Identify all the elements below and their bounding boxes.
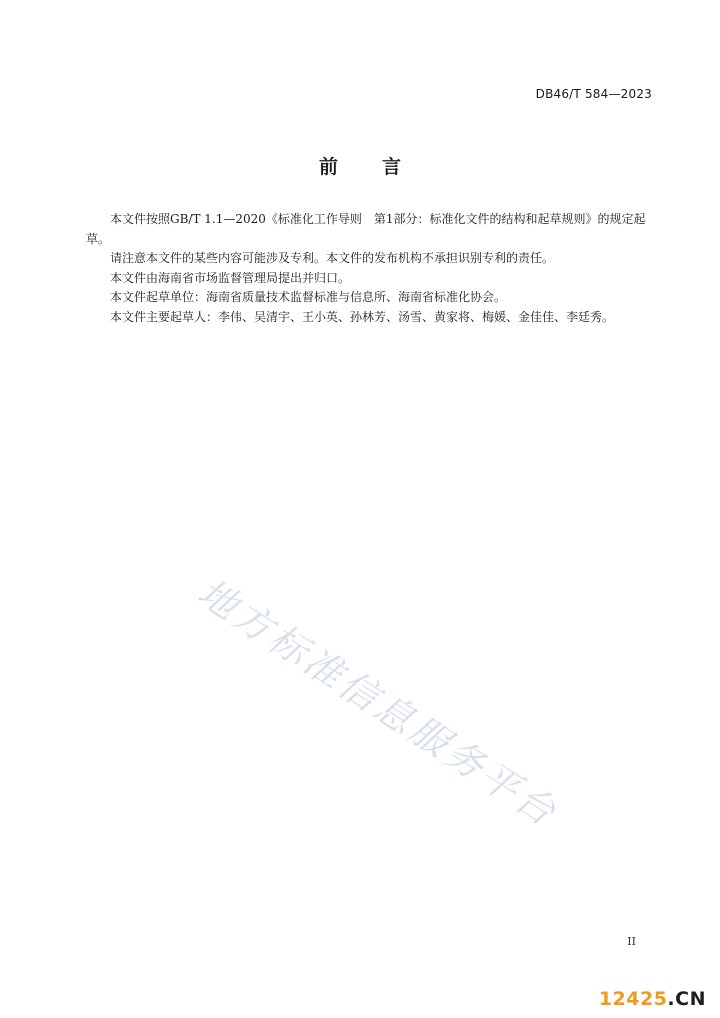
foreword-body [86,210,652,327]
site-logo-tld: .CN [667,988,706,1010]
document-code: DB46/T 584—2023 [535,87,652,101]
paragraph-patent-notice: 请注意本文件的某些内容可能涉及专利。本文件的发布机构不承担识别专利的责任。 [110,251,555,265]
paragraph-drafting-rules: 本文件按照GB/T 1.1—2020《标准化工作导则 第1部分：标准化文件的结构和起草规则》的规定起草。 [86,212,646,246]
paragraph-drafting-units: 本文件起草单位：海南省质量技术监督标准与信息所、海南省标准化协会。 [110,290,507,304]
page-title: 前言 [318,156,445,178]
site-logo-number: 12425 [598,988,668,1010]
site-logo[interactable] [599,988,706,1010]
paragraph-proposer: 本文件由海南省市场监督管理局提出并归口。 [110,270,351,285]
page-number: II [627,935,636,948]
watermark: 地方标准信息服务平台 [189,570,567,836]
paragraph-drafters: 本文件主要起草人：李伟、吴清宇、王小英、孙林芳、汤雪、黄家将、梅媛、金佳佳、李廷秀。 [110,309,615,324]
